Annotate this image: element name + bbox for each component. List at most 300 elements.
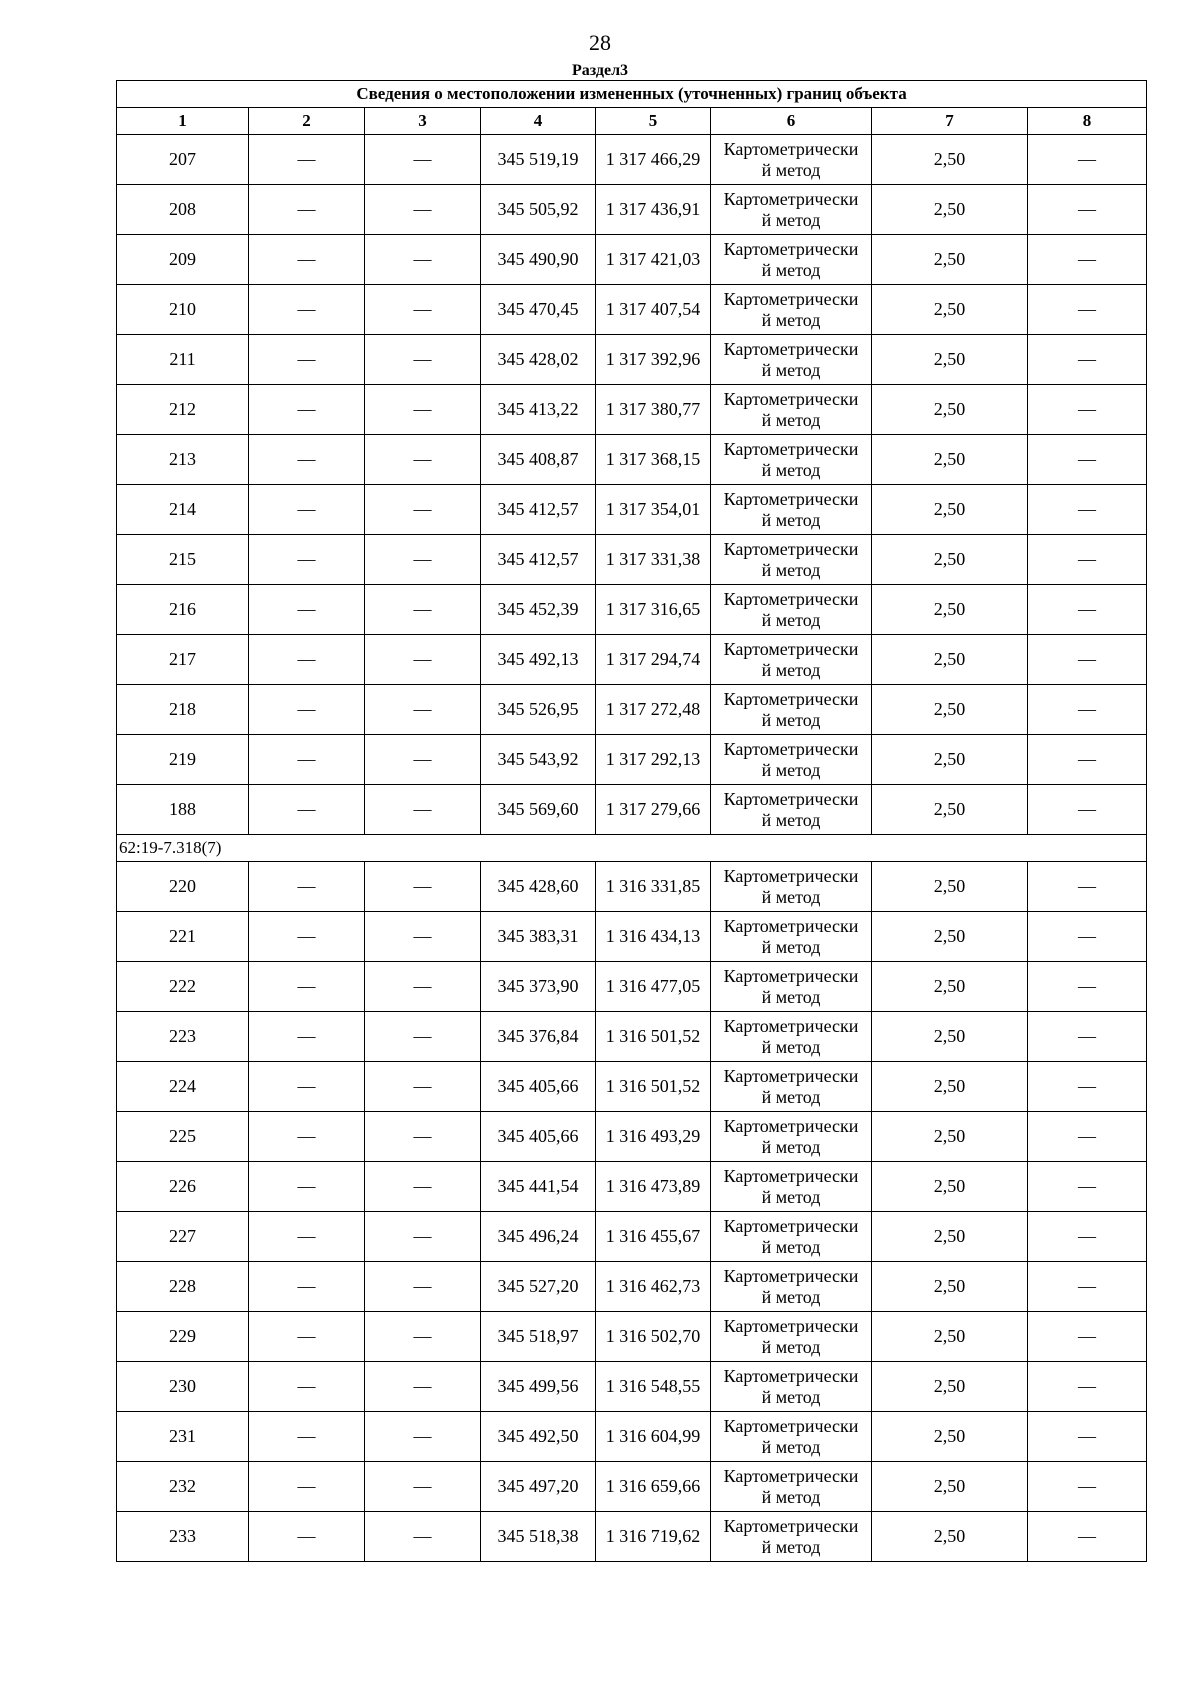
method-line-2: й метод (761, 1486, 821, 1507)
point-number-cell: 188 (117, 785, 249, 835)
precision-cell: 2,50 (872, 1262, 1028, 1312)
x-coordinate-cell: 345 428,02 (481, 335, 596, 385)
column-8-cell: — (1028, 735, 1147, 785)
column-3-cell: — (365, 285, 481, 335)
column-8-cell: — (1028, 1462, 1147, 1512)
point-number-cell: 232 (117, 1462, 249, 1512)
column-2-cell: — (249, 235, 365, 285)
method-line-2: й метод (761, 886, 821, 907)
table-row (117, 285, 1147, 335)
precision-cell: 2,50 (872, 335, 1028, 385)
column-3-cell: — (365, 1412, 481, 1462)
column-3-cell: — (365, 1012, 481, 1062)
table-row (117, 685, 1147, 735)
precision-cell: 2,50 (872, 1062, 1028, 1112)
method-cell (711, 785, 872, 835)
point-number-cell: 222 (117, 962, 249, 1012)
column-8-cell: — (1028, 285, 1147, 335)
point-number-cell: 216 (117, 585, 249, 635)
column-8-cell: — (1028, 335, 1147, 385)
method-cell (711, 235, 872, 285)
y-coordinate-cell: 1 316 719,62 (596, 1512, 711, 1562)
x-coordinate-cell: 345 505,92 (481, 185, 596, 235)
page-number: 28 (589, 30, 611, 55)
column-header: 2 (249, 108, 365, 135)
table-row (117, 1462, 1147, 1512)
y-coordinate-cell: 1 316 501,52 (596, 1062, 711, 1112)
method-line-2: й метод (761, 459, 821, 480)
column-3-cell: — (365, 1312, 481, 1362)
column-2-cell: — (249, 1362, 365, 1412)
method-cell (711, 862, 872, 912)
column-header: 1 (117, 108, 249, 135)
precision-cell: 2,50 (872, 185, 1028, 235)
table-row (117, 1162, 1147, 1212)
column-2-cell: — (249, 1512, 365, 1562)
precision-cell: 2,50 (872, 435, 1028, 485)
column-8-cell: — (1028, 1062, 1147, 1112)
point-number-cell: 223 (117, 1012, 249, 1062)
method-line-1: Картометрически (723, 138, 859, 159)
method-line-1: Картометрически (723, 688, 859, 709)
method-line-2: й метод (761, 509, 821, 530)
table-row (117, 862, 1147, 912)
table-body-first-group (117, 135, 1147, 835)
method-line-1: Картометрически (723, 915, 859, 936)
coordinates-table (116, 80, 1147, 1562)
y-coordinate-cell: 1 316 477,05 (596, 962, 711, 1012)
method-line-2: й метод (761, 359, 821, 380)
x-coordinate-cell: 345 518,97 (481, 1312, 596, 1362)
method-line-1: Картометрически (723, 1215, 859, 1236)
method-line-2: й метод (761, 809, 821, 830)
x-coordinate-cell: 345 496,24 (481, 1212, 596, 1262)
precision-cell: 2,50 (872, 485, 1028, 535)
y-coordinate-cell: 1 317 466,29 (596, 135, 711, 185)
method-cell (711, 1162, 872, 1212)
x-coordinate-cell: 345 376,84 (481, 1012, 596, 1062)
method-line-2: й метод (761, 1036, 821, 1057)
point-number-cell: 208 (117, 185, 249, 235)
point-number-cell: 221 (117, 912, 249, 962)
x-coordinate-cell: 345 543,92 (481, 735, 596, 785)
column-2-cell: — (249, 1112, 365, 1162)
column-2-cell: — (249, 1412, 365, 1462)
column-2-cell: — (249, 1262, 365, 1312)
table-row (117, 735, 1147, 785)
x-coordinate-cell: 345 470,45 (481, 285, 596, 335)
table-row (117, 785, 1147, 835)
method-line-2: й метод (761, 1536, 821, 1557)
method-line-1: Картометрически (723, 288, 859, 309)
y-coordinate-cell: 1 317 292,13 (596, 735, 711, 785)
method-line-1: Картометрически (723, 438, 859, 459)
column-2-cell: — (249, 285, 365, 335)
method-line-1: Картометрически (723, 1065, 859, 1086)
point-number-cell: 210 (117, 285, 249, 335)
table-row (117, 435, 1147, 485)
method-line-2: й метод (761, 1186, 821, 1207)
x-coordinate-cell: 345 492,13 (481, 635, 596, 685)
column-2-cell: — (249, 535, 365, 585)
method-cell (711, 1362, 872, 1412)
column-3-cell: — (365, 485, 481, 535)
column-8-cell: — (1028, 1512, 1147, 1562)
column-8-cell: — (1028, 1412, 1147, 1462)
section-title: Раздел3 (571, 62, 629, 79)
method-line-2: й метод (761, 1236, 821, 1257)
precision-cell: 2,50 (872, 535, 1028, 585)
method-line-1: Картометрически (723, 338, 859, 359)
column-header: 7 (872, 108, 1028, 135)
y-coordinate-cell: 1 317 294,74 (596, 635, 711, 685)
column-2-cell: — (249, 962, 365, 1012)
column-2-cell: — (249, 435, 365, 485)
method-line-1: Картометрически (723, 738, 859, 759)
method-line-2: й метод (761, 936, 821, 957)
precision-cell: 2,50 (872, 385, 1028, 435)
table-caption: Сведения о местоположении измененных (уточненных) границ объекта (117, 81, 1147, 108)
method-line-2: й метод (761, 209, 821, 230)
precision-cell: 2,50 (872, 1362, 1028, 1412)
column-2-cell: — (249, 385, 365, 435)
point-number-cell: 227 (117, 1212, 249, 1262)
y-coordinate-cell: 1 317 354,01 (596, 485, 711, 535)
point-number-cell: 230 (117, 1362, 249, 1412)
method-line-2: й метод (761, 1286, 821, 1307)
x-coordinate-cell: 345 412,57 (481, 485, 596, 535)
column-8-cell: — (1028, 785, 1147, 835)
method-cell (711, 735, 872, 785)
precision-cell: 2,50 (872, 862, 1028, 912)
x-coordinate-cell: 345 408,87 (481, 435, 596, 485)
column-8-cell: — (1028, 635, 1147, 685)
method-line-2: й метод (761, 659, 821, 680)
x-coordinate-cell: 345 499,56 (481, 1362, 596, 1412)
column-2-cell: — (249, 1462, 365, 1512)
y-coordinate-cell: 1 316 659,66 (596, 1462, 711, 1512)
method-line-1: Картометрически (723, 588, 859, 609)
column-3-cell: — (365, 1512, 481, 1562)
method-cell (711, 685, 872, 735)
table-row (117, 1362, 1147, 1412)
precision-cell: 2,50 (872, 1412, 1028, 1462)
method-line-2: й метод (761, 759, 821, 780)
precision-cell: 2,50 (872, 1212, 1028, 1262)
precision-cell: 2,50 (872, 1112, 1028, 1162)
point-number-cell: 211 (117, 335, 249, 385)
method-cell (711, 912, 872, 962)
method-cell (711, 535, 872, 585)
point-number-cell: 218 (117, 685, 249, 735)
column-3-cell: — (365, 1112, 481, 1162)
x-coordinate-cell: 345 413,22 (481, 385, 596, 435)
precision-cell: 2,50 (872, 1312, 1028, 1362)
x-coordinate-cell: 345 412,57 (481, 535, 596, 585)
x-coordinate-cell: 345 492,50 (481, 1412, 596, 1462)
precision-cell: 2,50 (872, 1462, 1028, 1512)
precision-cell: 2,50 (872, 285, 1028, 335)
method-cell (711, 1212, 872, 1262)
method-line-1: Картометрически (723, 1365, 859, 1386)
method-cell (711, 1462, 872, 1512)
y-coordinate-cell: 1 317 279,66 (596, 785, 711, 835)
point-number-cell: 224 (117, 1062, 249, 1112)
column-3-cell: — (365, 135, 481, 185)
method-cell (711, 335, 872, 385)
column-8-cell: — (1028, 185, 1147, 235)
point-number-cell: 213 (117, 435, 249, 485)
method-line-2: й метод (761, 1436, 821, 1457)
column-8-cell: — (1028, 862, 1147, 912)
column-2-cell: — (249, 1162, 365, 1212)
column-2-cell: — (249, 862, 365, 912)
method-cell (711, 435, 872, 485)
column-2-cell: — (249, 485, 365, 535)
table-row (117, 1062, 1147, 1112)
method-cell (711, 1062, 872, 1112)
y-coordinate-cell: 1 317 392,96 (596, 335, 711, 385)
column-3-cell: — (365, 1262, 481, 1312)
column-3-cell: — (365, 1212, 481, 1262)
table-row (117, 335, 1147, 385)
method-line-2: й метод (761, 259, 821, 280)
method-line-1: Картометрически (723, 538, 859, 559)
point-number-cell: 220 (117, 862, 249, 912)
column-8-cell: — (1028, 1112, 1147, 1162)
y-coordinate-cell: 1 316 473,89 (596, 1162, 711, 1212)
y-coordinate-cell: 1 317 368,15 (596, 435, 711, 485)
y-coordinate-cell: 1 316 455,67 (596, 1212, 711, 1262)
column-8-cell: — (1028, 585, 1147, 635)
method-cell (711, 485, 872, 535)
column-8-cell: — (1028, 435, 1147, 485)
method-line-1: Картометрически (723, 238, 859, 259)
method-cell (711, 635, 872, 685)
column-8-cell: — (1028, 535, 1147, 585)
column-header: 8 (1028, 108, 1147, 135)
method-line-1: Картометрически (723, 1415, 859, 1436)
precision-cell: 2,50 (872, 135, 1028, 185)
table-row (117, 1112, 1147, 1162)
table-row (117, 485, 1147, 535)
column-2-cell: — (249, 185, 365, 235)
method-line-2: й метод (761, 709, 821, 730)
column-2-cell: — (249, 335, 365, 385)
method-line-2: й метод (761, 986, 821, 1007)
column-8-cell: — (1028, 1212, 1147, 1262)
x-coordinate-cell: 345 405,66 (481, 1112, 596, 1162)
column-3-cell: — (365, 635, 481, 685)
column-3-cell: — (365, 1062, 481, 1112)
method-cell (711, 1512, 872, 1562)
method-line-1: Картометрически (723, 388, 859, 409)
column-3-cell: — (365, 385, 481, 435)
table-row (117, 1512, 1147, 1562)
table-row (117, 635, 1147, 685)
precision-cell: 2,50 (872, 912, 1028, 962)
group-label-row (117, 835, 1147, 862)
table-row (117, 235, 1147, 285)
column-8-cell: — (1028, 685, 1147, 735)
method-line-1: Картометрически (723, 865, 859, 886)
column-header: 5 (596, 108, 711, 135)
table-row (117, 1312, 1147, 1362)
column-header: 4 (481, 108, 596, 135)
table-body-second-group (117, 862, 1147, 1562)
method-line-1: Картометрически (723, 188, 859, 209)
method-cell (711, 1012, 872, 1062)
method-line-2: й метод (761, 1086, 821, 1107)
column-3-cell: — (365, 1162, 481, 1212)
point-number-cell: 226 (117, 1162, 249, 1212)
column-3-cell: — (365, 535, 481, 585)
column-3-cell: — (365, 962, 481, 1012)
table-row (117, 1012, 1147, 1062)
column-2-cell: — (249, 585, 365, 635)
column-2-cell: — (249, 912, 365, 962)
x-coordinate-cell: 345 383,31 (481, 912, 596, 962)
column-header-row (117, 108, 1147, 135)
method-line-2: й метод (761, 559, 821, 580)
column-3-cell: — (365, 185, 481, 235)
x-coordinate-cell: 345 497,20 (481, 1462, 596, 1512)
point-number-cell: 233 (117, 1512, 249, 1562)
column-8-cell: — (1028, 962, 1147, 1012)
method-line-2: й метод (761, 1136, 821, 1157)
column-3-cell: — (365, 685, 481, 735)
column-8-cell: — (1028, 135, 1147, 185)
y-coordinate-cell: 1 316 548,55 (596, 1362, 711, 1412)
method-line-1: Картометрически (723, 965, 859, 986)
y-coordinate-cell: 1 317 272,48 (596, 685, 711, 735)
method-cell (711, 285, 872, 335)
column-3-cell: — (365, 335, 481, 385)
method-line-2: й метод (761, 309, 821, 330)
table-row (117, 912, 1147, 962)
method-cell (711, 385, 872, 435)
table-row (117, 185, 1147, 235)
table-row (117, 385, 1147, 435)
precision-cell: 2,50 (872, 1162, 1028, 1212)
y-coordinate-cell: 1 316 501,52 (596, 1012, 711, 1062)
precision-cell: 2,50 (872, 735, 1028, 785)
method-line-1: Картометрически (723, 1115, 859, 1136)
column-3-cell: — (365, 912, 481, 962)
column-3-cell: — (365, 1362, 481, 1412)
column-8-cell: — (1028, 1012, 1147, 1062)
point-number-cell: 209 (117, 235, 249, 285)
y-coordinate-cell: 1 317 380,77 (596, 385, 711, 435)
method-cell (711, 1112, 872, 1162)
y-coordinate-cell: 1 317 407,54 (596, 285, 711, 335)
precision-cell: 2,50 (872, 1012, 1028, 1062)
precision-cell: 2,50 (872, 235, 1028, 285)
column-2-cell: — (249, 785, 365, 835)
x-coordinate-cell: 345 441,54 (481, 1162, 596, 1212)
point-number-cell: 212 (117, 385, 249, 435)
column-2-cell: — (249, 135, 365, 185)
point-number-cell: 207 (117, 135, 249, 185)
point-number-cell: 231 (117, 1412, 249, 1462)
method-line-1: Картометрически (723, 1465, 859, 1486)
x-coordinate-cell: 345 490,90 (481, 235, 596, 285)
column-2-cell: — (249, 735, 365, 785)
column-header: 6 (711, 108, 872, 135)
x-coordinate-cell: 345 527,20 (481, 1262, 596, 1312)
method-line-1: Картометрически (723, 638, 859, 659)
y-coordinate-cell: 1 317 316,65 (596, 585, 711, 635)
method-cell (711, 585, 872, 635)
x-coordinate-cell: 345 405,66 (481, 1062, 596, 1112)
y-coordinate-cell: 1 316 502,70 (596, 1312, 711, 1362)
precision-cell: 2,50 (872, 1512, 1028, 1562)
y-coordinate-cell: 1 316 462,73 (596, 1262, 711, 1312)
method-line-1: Картометрически (723, 1315, 859, 1336)
precision-cell: 2,50 (872, 785, 1028, 835)
column-2-cell: — (249, 685, 365, 735)
method-line-1: Картометрически (723, 1265, 859, 1286)
x-coordinate-cell: 345 373,90 (481, 962, 596, 1012)
column-3-cell: — (365, 585, 481, 635)
x-coordinate-cell: 345 518,38 (481, 1512, 596, 1562)
column-3-cell: — (365, 435, 481, 485)
column-3-cell: — (365, 785, 481, 835)
precision-cell: 2,50 (872, 962, 1028, 1012)
method-line-2: й метод (761, 1386, 821, 1407)
column-8-cell: — (1028, 912, 1147, 962)
precision-cell: 2,50 (872, 585, 1028, 635)
column-header: 3 (365, 108, 481, 135)
table-row (117, 1262, 1147, 1312)
point-number-cell: 217 (117, 635, 249, 685)
method-line-2: й метод (761, 159, 821, 180)
precision-cell: 2,50 (872, 685, 1028, 735)
column-3-cell: — (365, 862, 481, 912)
column-8-cell: — (1028, 235, 1147, 285)
point-number-cell: 215 (117, 535, 249, 585)
table-row (117, 585, 1147, 635)
method-cell (711, 1312, 872, 1362)
y-coordinate-cell: 1 316 493,29 (596, 1112, 711, 1162)
table-body-group-divider (117, 835, 1147, 862)
table-row (117, 962, 1147, 1012)
table-row (117, 1212, 1147, 1262)
group-label: 62:19-7.318(7) (117, 835, 1147, 862)
table-row (117, 1412, 1147, 1462)
point-number-cell: 214 (117, 485, 249, 535)
method-cell (711, 185, 872, 235)
y-coordinate-cell: 1 317 331,38 (596, 535, 711, 585)
y-coordinate-cell: 1 317 436,91 (596, 185, 711, 235)
point-number-cell: 219 (117, 735, 249, 785)
x-coordinate-cell: 345 452,39 (481, 585, 596, 635)
x-coordinate-cell: 345 526,95 (481, 685, 596, 735)
precision-cell: 2,50 (872, 635, 1028, 685)
column-2-cell: — (249, 1062, 365, 1112)
point-number-cell: 225 (117, 1112, 249, 1162)
column-8-cell: — (1028, 1262, 1147, 1312)
point-number-cell: 228 (117, 1262, 249, 1312)
column-2-cell: — (249, 635, 365, 685)
table-row (117, 535, 1147, 585)
column-2-cell: — (249, 1012, 365, 1062)
column-8-cell: — (1028, 1312, 1147, 1362)
column-8-cell: — (1028, 1162, 1147, 1212)
method-line-1: Картометрически (723, 1515, 859, 1536)
column-3-cell: — (365, 735, 481, 785)
column-8-cell: — (1028, 1362, 1147, 1412)
